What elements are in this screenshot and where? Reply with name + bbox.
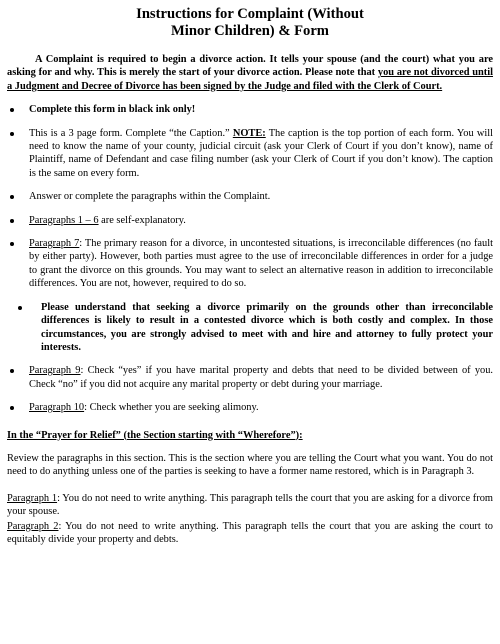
bullet-paragraph-9 <box>7 364 493 391</box>
title-line-1: Instructions for Complaint (Without <box>136 6 364 22</box>
paragraph-1-note <box>7 492 493 519</box>
paragraph-text: : You do not need to write anything. This paragraph tells the court that you are asking the court to equitably divide your property and debts. <box>7 520 493 545</box>
intro-paragraph <box>7 53 493 93</box>
paragraph-ref: Paragraph 10 <box>29 402 85 414</box>
bullet-caption <box>7 127 493 181</box>
bullet-text: This is a 3 page form. Complete “the Caption.” <box>29 127 233 139</box>
bullet-text: : The primary reason for a divorce, in uncontested situations, is irreconcilable differences (no fault by either party). However, both parties must agree to the use of irreconcilable differences in order for a judge to grant the divorce on this grounds. You may want to select an alternative reason in addition to irreconcilable differences. You are not, however, required to do so. <box>29 238 493 290</box>
paragraph-text: : You do not need to write anything. This paragraph tells the court that you are asking for a divorce from your spouse. <box>7 492 493 518</box>
bullet-black-ink <box>7 103 493 116</box>
bullet-answer-paragraphs <box>7 190 493 203</box>
prayer-paragraph: Review the paragraphs in this section. This is the section where you are telling the Court what you want. You do not need to do anything unless one of the parties is seeking to have a former name restored, which is in Paragraph 3. <box>7 452 493 478</box>
paragraph-ref: Paragraph 2 <box>7 520 59 532</box>
bullet-text: are self-explanatory. <box>98 214 186 226</box>
paragraph-ref: Paragraphs 1 – 6 <box>29 214 99 226</box>
bullet-text: Answer or complete the paragraphs within the Complaint. <box>29 191 271 203</box>
bullet-text: : Check “yes” if you have marital property and debts that need to be divided between of you. Check “no” if you did not acquire any marital property or debt during your marriage. <box>29 365 494 390</box>
paragraph-2-note <box>7 520 493 547</box>
bullet-warning <box>15 301 493 355</box>
bullet-text: Please understand that seeking a divorce primarily on the grounds other than irreconcilable differences is likely to result in a contested divorce which is both costly and complex. In those circumstances, you are strongly advised to meet with and hire and attorney to fully protect your interests. <box>41 301 493 353</box>
paragraph-ref: Paragraph 9 <box>29 365 81 377</box>
instruction-list <box>7 103 493 414</box>
title-line-2: Minor Children) & Form <box>171 23 329 39</box>
paragraph-ref: Paragraph 7 <box>29 238 80 250</box>
bullet-text: : Check whether you are seeking alimony. <box>84 402 259 414</box>
intro-text: A Complaint is required to begin a divorce action. It tells your spouse (and the court) what you are asking for and why. This is merely the start of your divorce action. Please note that <box>7 54 493 79</box>
note-label: NOTE: <box>232 127 266 139</box>
bullet-paragraphs-1-6 <box>7 214 493 227</box>
document-title <box>7 6 493 40</box>
intro-underlined-text: you are not divorced until a Judgment and Decree of Divorce has been signed by the Judge and filed with the Clerk of Court. <box>7 67 494 92</box>
prayer-heading: In the “Prayer for Relief” (the Section starting with “Wherefore”): <box>7 429 303 441</box>
bullet-paragraph-7 <box>7 237 493 291</box>
bullet-paragraph-10 <box>7 401 493 414</box>
bullet-text: The caption is the top portion of each form. You will need to know the name of your county, judicial circuit (ask your Clerk of Court if you don’t know), name of Plaintiff, name of Defendant and case filing number (ask your Clerk of Court if you don’t know). The caption is the same on every form. <box>29 127 493 179</box>
bullet-text: Complete this form in black ink only! <box>29 104 196 116</box>
paragraph-ref: Paragraph 1 <box>7 492 58 504</box>
